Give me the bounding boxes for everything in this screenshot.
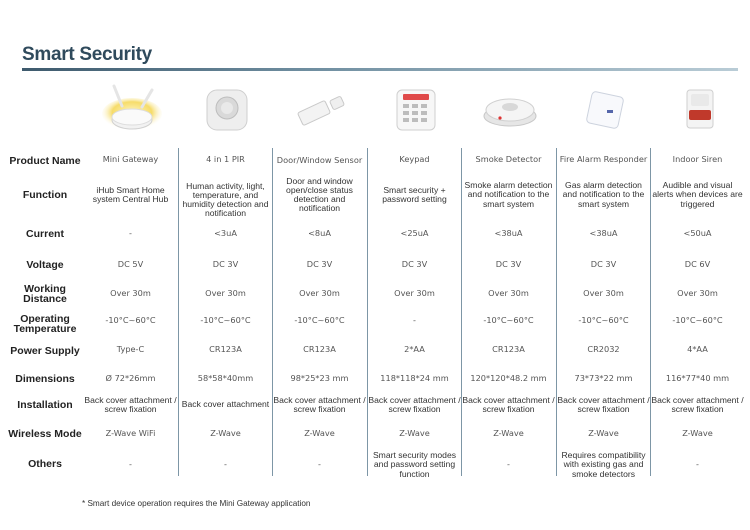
keypad-icon (370, 80, 460, 140)
operating-temperature-cell: - (413, 315, 416, 326)
row-label-current: Current (26, 228, 64, 240)
current-cell: <25uA (400, 228, 429, 239)
function-cell: Human activity, light, temperature, and humidity detection and notification (182, 180, 269, 219)
others-cell: - (224, 459, 227, 470)
page-title: Smart Security (22, 44, 152, 65)
operating-temperature-cell: -10°C~60°C (105, 315, 156, 326)
row-label-operating-temperature: Operating Temperature (13, 313, 77, 335)
footnote: * Smart device operation requires the Mini Gateway application (82, 499, 311, 508)
operating-temperature-cell: -10°C~60°C (483, 315, 534, 326)
row-label-working-distance: Working Distance (23, 283, 67, 305)
dimensions-cell: Ø 72*26mm (105, 373, 156, 384)
working-distance-cell: Over 30m (205, 288, 246, 299)
product-name-cell: 4 in 1 PIR (206, 154, 245, 165)
current-cell: <38uA (494, 228, 523, 239)
operating-temperature-cell: -10°C~60°C (672, 315, 723, 326)
operating-temperature-cell: -10°C~60°C (578, 315, 629, 326)
current-cell: <50uA (683, 228, 712, 239)
wireless-mode-cell: Z-Wave (493, 428, 524, 439)
wireless-mode-cell: Z-Wave (304, 428, 335, 439)
voltage-cell: DC 3V (590, 259, 617, 270)
installation-cell: Back cover attachment (181, 399, 270, 410)
power-supply-cell: 2*AA (404, 344, 425, 355)
dimensions-cell: 73*73*22 mm (574, 373, 633, 384)
wireless-mode-cell: Z-Wave (399, 428, 430, 439)
working-distance-cell: Over 30m (394, 288, 435, 299)
wireless-mode-cell: Z-Wave (682, 428, 713, 439)
working-distance-cell: Over 30m (583, 288, 624, 299)
function-cell: Door and window open/close status detection and notification (286, 175, 353, 214)
function-cell: Smoke alarm detection and notification to the smart system (464, 180, 553, 209)
power-supply-cell: CR123A (303, 344, 336, 355)
dimensions-cell: 58*58*40mm (197, 373, 254, 384)
row-label-dimensions: Dimensions (15, 373, 75, 385)
product-name-cell: Smoke Detector (475, 154, 542, 165)
wireless-mode-cell: Z-Wave (588, 428, 619, 439)
working-distance-cell: Over 30m (110, 288, 151, 299)
others-cell: Requires compatibility with existing gas and smoke detectors (561, 450, 646, 479)
power-supply-cell: 4*AA (687, 344, 708, 355)
installation-cell: Back cover attachment / screw fixation (651, 394, 744, 414)
row-label-installation: Installation (17, 399, 73, 411)
function-cell: Smart security + password setting (382, 184, 447, 204)
installation-cell: Back cover attachment / screw fixation (462, 394, 555, 414)
voltage-cell: DC 3V (212, 259, 239, 270)
others-cell: - (318, 459, 321, 470)
voltage-cell: DC 6V (684, 259, 711, 270)
door-window-sensor-icon (276, 80, 366, 140)
others-cell: Smart security modes and password setting function (372, 450, 457, 479)
dimensions-cell: 118*118*24 mm (380, 373, 449, 384)
row-label-others: Others (28, 458, 62, 470)
pir-sensor-icon (182, 80, 272, 140)
row-label-wireless-mode: Wireless Mode (8, 428, 82, 440)
product-name-cell: Door/Window Sensor (276, 155, 363, 166)
product-name-cell: Indoor Siren (672, 154, 723, 165)
power-supply-cell: CR123A (209, 344, 242, 355)
working-distance-cell: Over 30m (488, 288, 529, 299)
wireless-mode-cell: Z-Wave WiFi (105, 428, 156, 439)
row-label-power-supply: Power Supply (10, 345, 80, 357)
voltage-cell: DC 3V (401, 259, 428, 270)
function-cell: Gas alarm detection and notification to the smart system (562, 180, 645, 209)
current-cell: <8uA (308, 228, 331, 239)
power-supply-cell: Type-C (116, 344, 145, 355)
voltage-cell: DC 5V (117, 259, 144, 270)
others-cell: - (129, 459, 132, 470)
voltage-cell: DC 3V (495, 259, 522, 270)
working-distance-cell: Over 30m (299, 288, 340, 299)
function-cell: iHub Smart Home system Central Hub (92, 184, 169, 204)
current-cell: <3uA (214, 228, 237, 239)
wireless-mode-cell: Z-Wave (210, 428, 241, 439)
product-name-cell: Keypad (399, 154, 430, 165)
working-distance-cell: Over 30m (677, 288, 718, 299)
fire-alarm-responder-icon (560, 80, 650, 140)
title-underline (22, 68, 738, 71)
dimensions-cell: 98*25*23 mm (290, 373, 349, 384)
power-supply-cell: CR2032 (587, 344, 620, 355)
dimensions-cell: 120*120*48.2 mm (470, 373, 547, 384)
others-cell: - (507, 459, 510, 470)
installation-cell: Back cover attachment / screw fixation (368, 394, 461, 414)
installation-cell: Back cover attachment / screw fixation (273, 394, 366, 414)
others-cell: - (696, 459, 699, 470)
product-name-cell: Mini Gateway (102, 154, 159, 165)
current-cell: <38uA (589, 228, 618, 239)
row-label-product-name: Product Name (9, 155, 81, 167)
installation-cell: Back cover attachment / screw fixation (557, 394, 650, 414)
row-label-function: Function (22, 189, 68, 201)
smoke-detector-icon (465, 80, 555, 140)
installation-cell: Back cover attachment / screw fixation (84, 394, 177, 414)
operating-temperature-cell: -10°C~60°C (200, 315, 251, 326)
operating-temperature-cell: -10°C~60°C (294, 315, 345, 326)
gateway-icon (87, 80, 177, 140)
indoor-siren-icon (654, 80, 744, 140)
power-supply-cell: CR123A (492, 344, 525, 355)
product-name-cell: Fire Alarm Responder (559, 154, 648, 165)
voltage-cell: DC 3V (306, 259, 333, 270)
current-cell: - (129, 228, 132, 239)
function-cell: Audible and visual alerts when devices are triggered (652, 180, 743, 209)
row-label-voltage: Voltage (26, 259, 64, 271)
dimensions-cell: 116*77*40 mm (665, 373, 730, 384)
